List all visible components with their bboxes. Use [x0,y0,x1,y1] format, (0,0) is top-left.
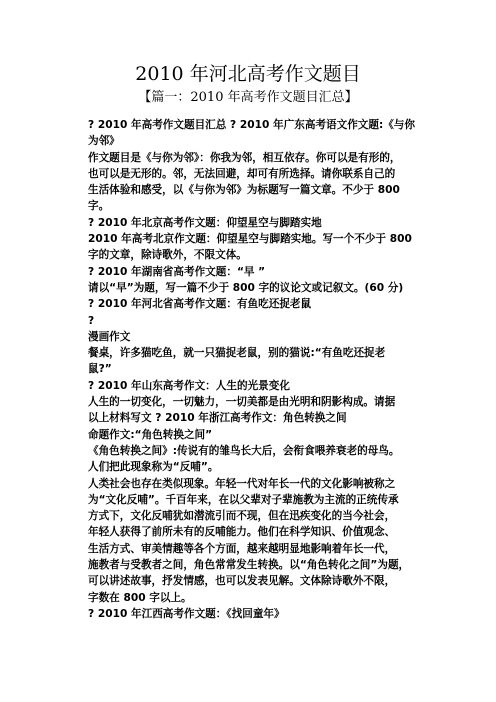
text-line: 生活方式、审美情趣等各个方面，越来越明显地影响着年长一代， [88,542,396,555]
text-line: 年轻人获得了前所未有的反哺能力。他们在科学知识、价值观念、 [88,526,396,539]
text-line: 人们把此现象称为“反哺”。 [88,461,219,474]
text-line: ? [88,314,95,327]
text-line: 字数在 800 字以上。 [88,591,192,604]
text-line: 字。 [88,200,110,213]
text-line: 2010 年高考北京作文题：仰望星空与脚踏实地。写一个不少于 800 [88,233,412,246]
text-line: ? 2010 年湖南省高考作文题：“早 ” [88,265,266,278]
text-line: 字的文章，除诗歌外，不限文体。 [88,249,247,262]
text-line: ? 2010 年河北省高考作文题：有鱼吃还捉老鼠 [88,298,312,311]
text-line: 请以“早”为题，写一篇不少于 800 字的议论文或记叙文。(60 分) [88,281,404,294]
text-line: 生活体验和感受，以《与你为邻》为标题写一篇文章。不少于 800 [88,184,400,197]
text-line: 作文题目是《与你为邻》：你我为邻，相互依存。你可以是有形的， [88,151,401,164]
text-line: 施教者与受教者之间，角色常常发生转换。以“角色转化之间”为题， [88,559,410,572]
text-line: 鼠?” [88,363,112,376]
document-body [88,117,460,622]
text-line: 命题作文:“角色转换之间” [88,428,213,441]
text-line: 以上材料写文 ? 2010 年浙江高考作文：角色转换之间 [88,412,347,425]
text-line: 餐桌，许多猫吃鱼，就一只猫捉老鼠，别的猫说:“有鱼吃还捉老 [88,347,386,360]
text-line: 可以讲述故事，抒发情感，也可以发表见解。文体除诗歌外不限， [88,575,396,588]
text-line: 也可以是无形的。邻，无法回避，却可有所选择。请你联系自己的 [88,167,396,180]
text-line: 人类社会也存在类似现象。年轻一代对年长一代的文化影响被称之 [88,477,396,490]
text-line: 《角色转换之间》:传说有的雏鸟长大后，会衔食喂养衰老的母鸟。 [88,444,400,457]
text-line: 方式下，文化反哺犹如潜流引而不现，但在迅疾变化的当今社会， [88,510,396,523]
text-line: 为“文化反哺”。千百年来，在以父辈对子辈施教为主流的正统传承 [88,493,399,506]
text-line: ? 2010 年江西高考作文题：《找回童年》 [88,607,285,620]
text-line: ? 2010 年北京高考作文题：仰望星空与脚踏实地 [88,216,322,229]
text-line: 为邻》 [88,135,120,148]
text-line: 人生的一切变化，一切魅力，一切美都是由光明和阴影构成。请据 [88,396,396,409]
page-title: 2010 年河北高考作文题目 [135,63,361,85]
text-line: ? 2010 年高考作文题目汇总 ? 2010 年广东高考语文作文题:《与你 [88,119,415,131]
text-line: ? 2010 年山东高考作文：人生的光景变化 [88,379,290,392]
page-subtitle: 【篇一：2010 年高考作文题目汇总】 [138,90,358,105]
text-line: 漫画作文 [88,330,131,343]
